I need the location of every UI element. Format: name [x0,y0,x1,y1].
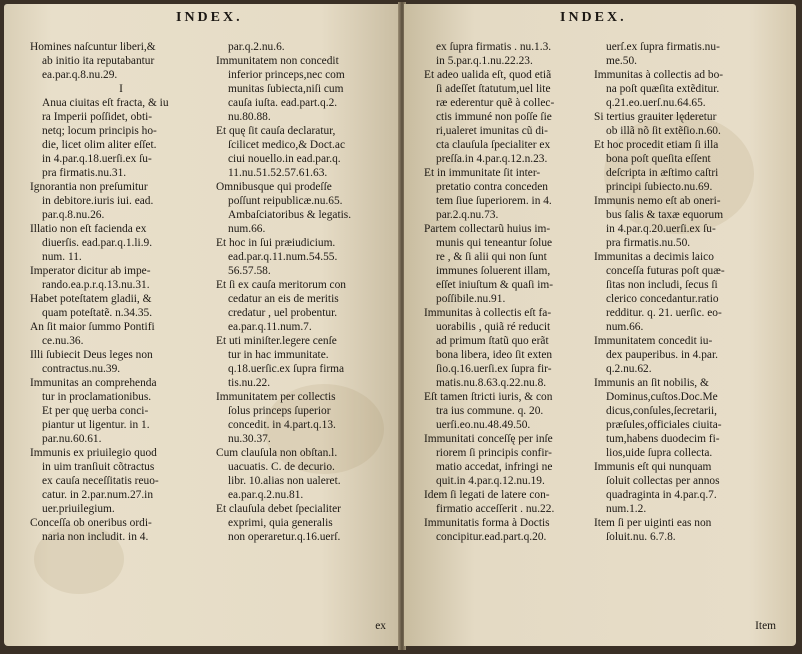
index-line: Immunis an ſit nobilis, & [594,377,709,389]
index-line: matio accedat, infringi ne [436,461,553,473]
index-line: ſio.q.16.uerſi.ex ſupra fir- [436,363,552,375]
index-line: Immunis ex priuilegio quod [30,447,157,459]
index-line: Immunitas à collectis eſt fa- [424,307,552,319]
index-line: na poſt quæſita extẽditur. [606,83,720,95]
index-line: quadraginta in 4.par.q.7. [606,489,717,501]
index-line: I [119,83,123,95]
index-line: q.2.nu.62. [606,363,652,375]
index-line: Omnibusque qui prodeſſe [216,181,332,193]
index-line: ad primum ſtatũ quo erãt [436,335,549,347]
index-line: ſolus princeps ſuperior [228,405,331,417]
index-line: poſſibile.nu.91. [436,293,506,305]
index-line: Et adeo ualida eſt, quod etiã [424,69,552,81]
index-line: tem ſiue ſuperiorem. in 4. [436,195,552,207]
index-line: Partem collectarũ huius im- [424,223,551,235]
index-column-left-1 [30,40,212,544]
index-line: deſcripta in æſtimo caſtri [606,167,719,179]
index-line: Immunitatem concedit iu- [594,335,713,347]
index-line: concedit. in 4.part.q.13. [228,419,336,431]
index-line: pretatio contra conceden [436,181,548,193]
index-line: Immunitas a decimis laico [594,251,714,263]
index-line: Et per quę uerba conci- [42,405,149,417]
index-line: Eſt tamen ſtricti iuris, & con [424,391,553,403]
index-line: non operaretur.q.16.uerſ. [228,531,341,543]
index-line: Homines naſcuntur liberi,& [30,41,156,53]
index-line: ra Imperii poſſidet, obti- [42,111,153,123]
index-line: ob illã nõ ſit extẽſio.n.60. [606,125,721,137]
index-line: num. 11. [42,251,82,263]
index-line: Si tertius grauiter lęderetur [594,111,717,123]
right-page [404,4,796,646]
catchword: Item [755,620,776,632]
index-line: num.1.2. [606,503,647,515]
index-line: in 4.par.q.18.uerſi.ex ſu- [42,153,152,165]
index-line: Illatio non eſt facienda ex [30,223,147,235]
index-line: Cum clauſula non obſtan.l. [216,447,338,459]
index-line: poſſunt reipublicæ.nu.65. [228,195,343,207]
index-line: num.66. [228,223,266,235]
index-line: conceſſa futuras poſt quæ- [606,265,725,277]
index-line: quit.in 4.par.q.12.nu.19. [436,475,545,487]
index-line: in uim tranſiuit cõtractus [42,461,155,473]
index-line: diuerſis. ead.par.q.1.li.9. [42,237,153,249]
index-line: Ambaſciatoribus & legatis. [228,209,352,221]
index-line: Dominus,cuſtos.Doc.Me [606,391,718,403]
index-line: Immunitatis forma à Doctis [424,517,550,529]
index-line: Et ſi ex cauſa meritorum con [216,279,346,291]
index-line: die, licet olim aliter eſſet. [42,139,157,151]
index-line: Immunitati conceſſę per inſe [424,433,553,445]
index-line: Habet poteſtatem gladii, & [30,293,152,305]
index-line: bus ſalis & taxæ equorum [606,209,724,221]
index-line: ead.par.q.11.num.54.55. [228,251,338,263]
index-line: munitas ſubiecta,niſi cum [228,83,344,95]
index-line: uer.priuilegium. [42,503,115,515]
index-line: piantur ut ligentur. in 1. [42,419,150,431]
index-column-left-2 [216,40,396,544]
index-line: uacuatis. C. de decurio. [228,461,335,473]
index-line: Immunis nemo eſt ab oneri- [594,195,721,207]
index-line: immunes ſoluerent illam, [436,265,551,277]
index-line: credatur , uel probentur. [228,307,338,319]
page-header: INDEX. [560,10,627,25]
index-line: Immunis eſt qui nunquam [594,461,712,473]
index-line: 11.nu.51.52.57.61.63. [228,167,328,179]
index-line: Ignorantia non preſumitur [30,181,148,193]
index-line: dex pauperibus. in 4.par. [606,349,718,361]
index-line: Item ſi per uiginti eas non [594,517,712,529]
index-line: clerico concedantur.ratio [606,293,719,305]
index-line: cta clauſula ſpecialiter ex [436,139,551,151]
index-line: netq; locum principis ho- [42,125,157,137]
index-line: Et quę ſit cauſa declaratur, [216,125,336,137]
index-line: uorabilis , quiã ré reducit [436,321,551,333]
index-line: q.18.uerſic.ex ſupra firma [228,363,345,375]
index-line: tur in hac immunitate. [228,349,329,361]
index-line: Anua ciuitas eſt fracta, & iu [42,97,169,109]
index-line: Immunitatem non concedit [216,55,339,67]
index-line: ex cauſa neceſſitatis reuo- [42,475,159,487]
index-line: Immunitas à collectis ad bo- [594,69,724,81]
index-line: Immunitatem per collectis [216,391,336,403]
index-line: Immunitas an comprehenda [30,377,157,389]
index-line: munis qui teneantur ſolue [436,237,553,249]
index-line: uerſi.eo.nu.48.49.50. [436,419,531,431]
index-column-right-1 [424,40,600,544]
index-line: cedatur an eis de meritis [228,293,339,305]
index-line: ſoluit.nu. 6.7.8. [606,531,676,543]
index-line: par.nu.60.61. [42,433,102,445]
index-line: tis.nu.22. [228,377,271,389]
index-line: Et hoc in ſui præiudicium. [216,237,336,249]
index-line: Et in immunitate ſit inter- [424,167,541,179]
index-line: inferior princeps,nec com [228,69,345,81]
index-line: nu.30.37. [228,433,271,445]
index-line: num.66. [606,321,644,333]
index-line: An ſit maior ſummo Pontifi [30,321,155,333]
index-line: contractus.nu.39. [42,363,121,375]
index-line: Conceſſa ob oneribus ordi- [30,517,152,529]
index-line: ſitas non includi, ſecus ſi [606,279,718,291]
index-line: par.q.8.nu.26. [42,209,105,221]
index-line: tra ius commune. q. 20. [436,405,544,417]
index-line: ciui nouello.in ead.par.q. [228,153,341,165]
page-header: INDEX. [176,10,243,25]
index-line: quam poteſtatẽ. n.34.35. [42,307,153,319]
index-line: bona poſt queſita eſſent [606,153,711,165]
index-line: redditur. q. 21. uerſic. eo- [606,307,722,319]
index-line: ea.par.q.11.num.7. [228,321,312,333]
index-line: par.q.2.nu.6. [228,41,285,53]
index-line: Et hoc procedit etiam ſi illa [594,139,719,151]
index-line: matis.nu.8.63.q.22.nu.8. [436,377,547,389]
index-line: Et uti miniſter.legere cenſe [216,335,337,347]
index-line: rando.ea.p.r.q.13.nu.31. [42,279,150,291]
index-line: Imperator dicitur ab impe- [30,265,151,277]
index-line: lios,uide ſupra collecta. [606,447,713,459]
index-line: tum,habens duodecim fi- [606,433,720,445]
index-line: Et clauſula debet ſpecialiter [216,503,341,515]
index-line: exprimi, quia generalis [228,517,333,529]
index-line: concipitur.ead.part.q.20. [436,531,547,543]
index-line: q.21.eo.uerſ.nu.64.65. [606,97,706,109]
index-line: par.2.q.nu.73. [436,209,499,221]
index-line: præſules,officiales ciuita- [606,419,722,431]
index-line: Illi ſubiecit Deus leges non [30,349,153,361]
index-line: ex ſupra firmatis . nu.1.3. [436,41,552,53]
index-line: in 5.par.q.1.nu.22.23. [436,55,533,67]
index-line: re , & ſi alii qui non ſunt [436,251,547,263]
index-line: pra firmatis.nu.50. [606,237,691,249]
index-line: dicus,conſules,ſecretarii, [606,405,718,417]
index-line: nu.80.88. [228,111,271,123]
index-column-right-2 [594,40,790,544]
index-line: pra firmatis.nu.31. [42,167,127,179]
index-line: catur. in 2.par.num.27.in [42,489,154,501]
index-line: naria non includit. in 4. [42,531,149,543]
index-line: 56.57.58. [228,265,271,277]
index-line: ræ ederentur quẽ à collec- [436,97,555,109]
index-line: ri,ualeret imunitas cũ di- [436,125,548,137]
index-line: uerſ.ex ſupra firmatis.nu- [606,41,720,53]
index-line: ſoluit collectas per annos [606,475,720,487]
index-line: libr. 10.alias non ualeret. [228,475,341,487]
index-line: in debitore.iuris iui. ead. [42,195,154,207]
catchword: ex [375,620,386,632]
index-line: eſſet iniuſtum & quaſi im- [436,279,554,291]
index-line: me.50. [606,55,638,67]
index-line: riorem ſi principis confir- [436,447,552,459]
index-line: ce.nu.36. [42,335,84,347]
index-line: ctis immuné non poſſe ſie [436,111,552,123]
index-line: in 4.par.q.20.uerſi.ex ſu- [606,223,716,235]
left-page [4,4,400,646]
index-line: ſcilicet medico,& Doct.ac [228,139,346,151]
index-line: firmatio acceſſerit . nu.22. [436,503,555,515]
index-line: cauſa iuſta. ead.part.q.2. [228,97,338,109]
index-line: ab initio ita reputabantur [42,55,155,67]
index-line: preſſa.in 4.par.q.12.n.23. [436,153,548,165]
index-line: Idem ſi legati de latere con- [424,489,550,501]
index-line: ſi adeſſet ſtatutum,uel lite [436,83,551,95]
index-line: tur in proclamationibus. [42,391,152,403]
index-line: ea.par.q.8.nu.29. [42,69,118,81]
index-line: bona libera, ideo ſit exten [436,349,553,361]
index-line: ea.par.q.2.nu.81. [228,489,304,501]
index-line: principi ſubiecto.nu.69. [606,181,713,193]
